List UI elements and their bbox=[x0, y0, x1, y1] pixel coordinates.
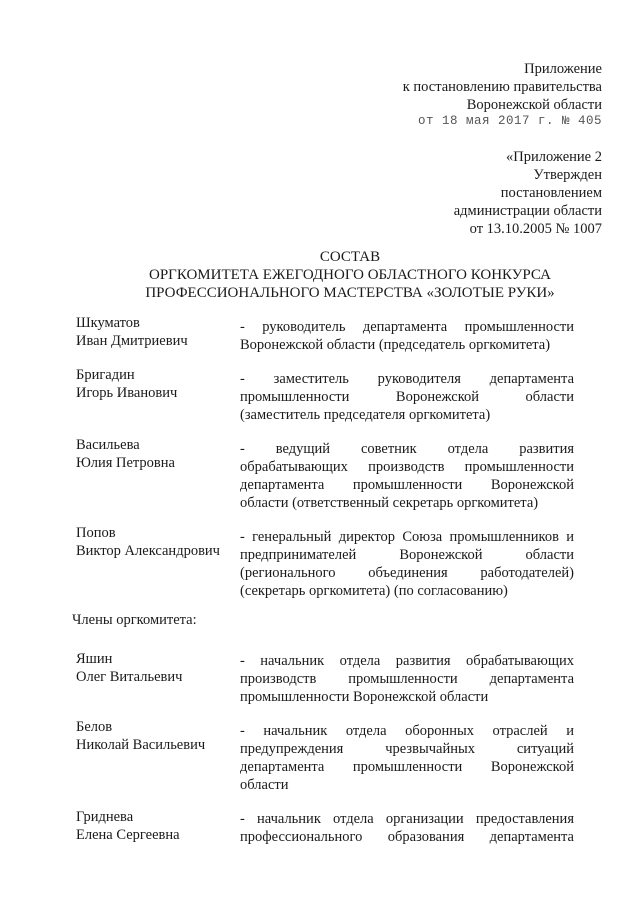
role-line: департамента промышленности Воронежской bbox=[240, 759, 574, 775]
member-surname: Гриднева bbox=[76, 809, 134, 825]
header-date-stamp: от 18 мая 2017 г. № 405 bbox=[417, 114, 602, 128]
role-line: обрабатывающих производств промышленности bbox=[240, 459, 574, 475]
appendix-line-5: от 13.10.2005 № 1007 bbox=[469, 221, 602, 237]
member-name: Николай Васильевич bbox=[76, 737, 206, 753]
member-surname: Шкуматов bbox=[76, 315, 140, 331]
role-line: Воронежской области (председатель оргкомитета) bbox=[240, 337, 551, 353]
member-name: Юлия Петровна bbox=[76, 455, 175, 471]
role-line: предупреждения чрезвычайных ситуаций bbox=[240, 741, 574, 757]
role-line: области bbox=[240, 777, 289, 793]
member-role bbox=[240, 318, 574, 354]
member-surname: Яшин bbox=[76, 651, 113, 667]
role-line: - начальник отдела организации предоставления bbox=[240, 811, 574, 827]
header-region: Воронежской области bbox=[466, 97, 602, 113]
appendix-line-1: «Приложение 2 bbox=[506, 149, 602, 165]
role-line: (секретарь оргкомитета) (по согласованию) bbox=[240, 583, 508, 599]
role-line: производств промышленности департамента bbox=[240, 671, 574, 687]
member-role bbox=[240, 652, 574, 706]
member-name: Иван Дмитриевич bbox=[76, 333, 188, 349]
appendix-line-3: постановлением bbox=[500, 185, 602, 201]
member-name: Олег Витальевич bbox=[76, 669, 183, 685]
member-name: Елена Сергеевна bbox=[76, 827, 180, 843]
member-role bbox=[240, 722, 574, 794]
member-surname: Васильева bbox=[76, 437, 140, 453]
role-line: - начальник отдела развития обрабатывающих bbox=[240, 653, 574, 669]
document-title-line-2: ОРГКОМИТЕТА ЕЖЕГОДНОГО ОБЛАСТНОГО КОНКУРСА bbox=[148, 267, 551, 283]
role-line: департамента промышленности Воронежской bbox=[240, 477, 574, 493]
role-line: - руководитель департамента промышленности bbox=[240, 319, 574, 335]
header-decree-ref: к постановлению правительства bbox=[402, 79, 602, 95]
role-line: - генеральный директор Союза промышленников и bbox=[240, 529, 574, 545]
member-name: Игорь Иванович bbox=[76, 385, 178, 401]
member-surname: Белов bbox=[76, 719, 113, 735]
member-role bbox=[240, 370, 574, 424]
member-role bbox=[240, 810, 574, 846]
role-line: предпринимателей Воронежской области bbox=[240, 547, 574, 563]
appendix-line-2: Утвержден bbox=[533, 167, 602, 183]
member-role bbox=[240, 528, 574, 600]
role-line: профессионального образования департамента bbox=[240, 829, 574, 845]
member-surname: Бригадин bbox=[76, 367, 135, 383]
role-line: - ведущий советник отдела развития bbox=[240, 441, 574, 457]
document-title: СОСТАВ bbox=[319, 249, 381, 265]
member-role bbox=[240, 440, 574, 512]
appendix-line-4: администрации области bbox=[453, 203, 602, 219]
role-line: (регионального объединения работодателей) bbox=[240, 565, 574, 581]
document-title-line-3: ПРОФЕССИОНАЛЬНОГО МАСТЕРСТВА «ЗОЛОТЫЕ РУКИ» bbox=[145, 285, 555, 301]
role-line: - начальник отдела оборонных отраслей и bbox=[240, 723, 574, 739]
member-name: Виктор Александрович bbox=[76, 543, 220, 559]
role-line: - заместитель руководителя департамента bbox=[240, 371, 574, 387]
role-line: промышленности Воронежской области bbox=[240, 689, 489, 705]
members-section-label: Члены оргкомитета: bbox=[72, 612, 197, 628]
role-line: промышленности Воронежской области bbox=[240, 389, 574, 405]
role-line: области (ответственный секретарь оргкомитета) bbox=[240, 495, 539, 511]
role-line: (заместитель председателя оргкомитета) bbox=[240, 407, 491, 423]
header-appendix-label: Приложение bbox=[524, 61, 602, 77]
member-surname: Попов bbox=[76, 525, 116, 541]
